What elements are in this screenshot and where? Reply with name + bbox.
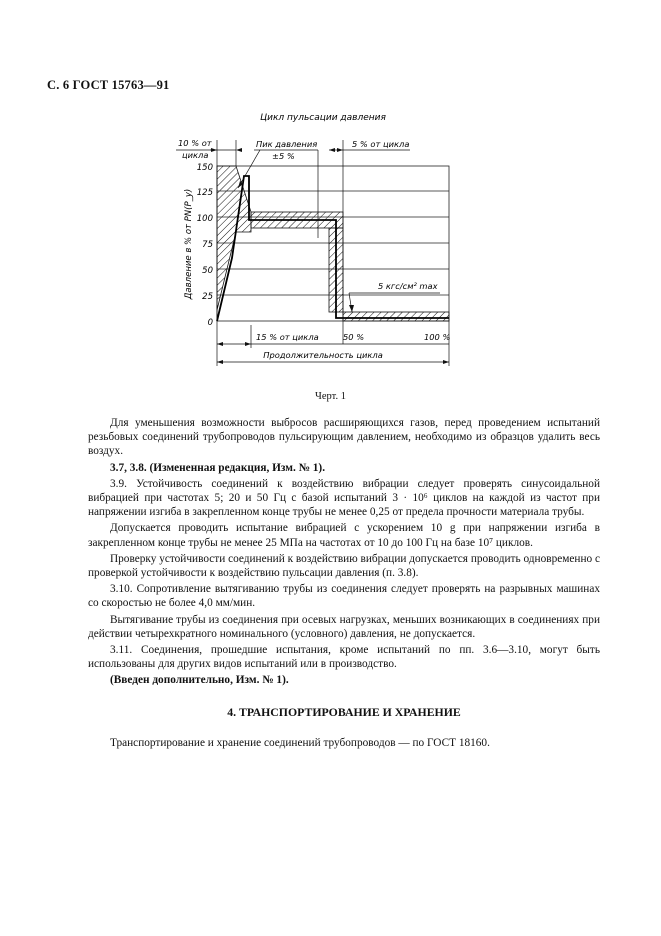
x-axis-label: Продолжительность цикла — [263, 350, 383, 360]
paragraph: Для уменьшения возможности выбросов расширяющихся газов, перед проведением испытаний резьбовых соединений трубопроводов пульсирующим давлением, необходимо из образцов удалить весь воздух. — [88, 417, 600, 458]
ramp-note-top: 10 % от — [178, 138, 212, 148]
y-tick-label: 125 — [196, 188, 213, 198]
y-tick-label: 50 — [202, 266, 213, 276]
chart-title: Цикл пульсации давления — [260, 113, 386, 123]
paragraph: 3.9. Устойчивость соединений к воздействию вибрации следует проверять синусоидальной вибрацией при частотах 5; 20 и 50 Гц с базой испытаний 3 · 10⁶ циклов на каждой из частот при напряжении изгиба в закрепленном конце трубы не менее 0,25 от предела прочности материала трубы. — [88, 477, 600, 519]
peak-note-bottom: ±5 % — [272, 151, 295, 161]
peak-note-top: Пик давления — [256, 139, 318, 149]
drop-note: 5 % от цикла — [352, 139, 410, 149]
section-heading: 4. ТРАНСПОРТИРОВАНИЕ И ХРАНЕНИЕ — [227, 704, 461, 719]
paragraph: Вытягивание трубы из соединения при осевых нагрузках, меньших возникающих в соединениях при действии четырехкратного номинального (условного) давления, не допускается. — [88, 613, 600, 640]
paragraph: 3.7, 3.8. (Измененная редакция, Изм. № 1). — [110, 461, 326, 474]
rise-note: 15 % от цикла — [256, 332, 319, 342]
paragraph: Допускается проводить испытание вибрацией с ускорением 10 g при напряжении изгиба в закрепленном конце трубы не менее 25 МПа на частотах от 10 до 100 Гц на базе 10⁷ циклов. — [88, 522, 600, 549]
y-tick-label: 150 — [196, 163, 213, 173]
ramp-note-bottom: цикла — [182, 150, 209, 160]
paragraph: 3.10. Сопротивление вытягиванию трубы из соединения следует проверять на разрывных машинах со скоростью не более 4,0 мм/мин. — [88, 583, 600, 610]
paragraph: Проверку устойчивости соединений к воздействию вибрации допускается проводить одновременно с проверкой устойчивости к воздействию пульсации давления (п. 3.8). — [88, 552, 600, 580]
half-cycle-label: 50 % — [343, 332, 365, 342]
paragraph: 3.11. Соединения, прошедшие испытания, кроме испытаний по пп. 3.6—3.10, могут быть использованы для других видов испытаний или в производство. — [88, 644, 600, 671]
pressure-cycle-chart — [0, 0, 661, 400]
figure-caption: Черт. 1 — [315, 391, 346, 402]
low-pressure-note: 5 кгс/см² max — [378, 281, 438, 291]
y-axis-label: Давление в % от PN(P_у) — [184, 188, 194, 300]
page-header: С. 6 ГОСТ 15763—91 — [47, 78, 170, 92]
paragraph: Транспортирование и хранение соединений трубопроводов — по ГОСТ 18160. — [110, 736, 490, 749]
full-cycle-label: 100 % — [424, 332, 451, 342]
y-tick-label: 75 — [202, 240, 213, 250]
y-tick-label: 100 — [196, 214, 213, 224]
body-text — [88, 416, 600, 752]
y-tick-label: 0 — [207, 318, 213, 328]
tolerance-band — [217, 166, 449, 321]
paragraph: (Введен дополнительно, Изм. № 1). — [110, 674, 289, 687]
y-tick-label: 25 — [202, 292, 213, 302]
